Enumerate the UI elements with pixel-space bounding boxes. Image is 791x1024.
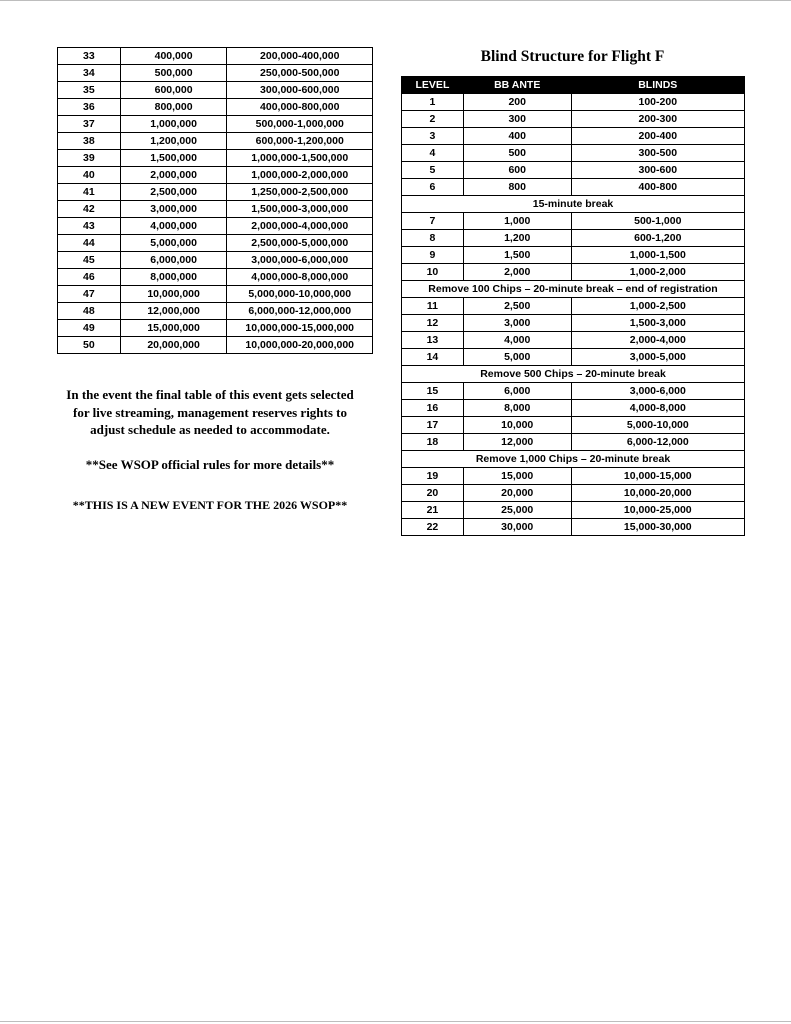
bb-ante-cell: 10,000 [463,417,571,434]
table-row [402,230,745,247]
table-row [58,286,373,303]
level-cell: 40 [58,167,121,184]
bb-ante-cell: 10,000,000 [120,286,227,303]
level-cell: 41 [58,184,121,201]
bb-ante-cell: 500,000 [120,65,227,82]
level-cell: 20 [402,485,464,502]
bb-ante-cell: 25,000 [463,502,571,519]
blinds-cell: 10,000,000-20,000,000 [227,337,373,354]
level-cell: 34 [58,65,121,82]
bb-ante-cell: 5,000,000 [120,235,227,252]
blinds-cell: 1,000-2,000 [571,264,744,281]
bb-ante-cell: 3,000 [463,315,571,332]
bb-ante-cell: 4,000 [463,332,571,349]
level-cell: 38 [58,133,121,150]
level-cell: 8 [402,230,464,247]
table-row [58,337,373,354]
level-cell: 22 [402,519,464,536]
break-row [402,196,745,213]
blinds-cell: 3,000-5,000 [571,349,744,366]
level-cell: 4 [402,145,464,162]
blinds-cell: 3,000-6,000 [571,383,744,400]
blinds-cell: 5,000-10,000 [571,417,744,434]
page-top-edge [0,0,791,1]
level-cell: 11 [402,298,464,315]
bb-ante-cell: 500 [463,145,571,162]
break-row [402,281,745,298]
bb-ante-cell: 2,000,000 [120,167,227,184]
level-cell: 3 [402,128,464,145]
level-cell: 10 [402,264,464,281]
bb-ante-cell: 800,000 [120,99,227,116]
blinds-cell: 1,500,000-3,000,000 [227,201,373,218]
blinds-cell: 200-300 [571,111,744,128]
bb-ante-cell: 300 [463,111,571,128]
level-header: LEVEL [402,77,464,94]
bb-ante-cell: 12,000 [463,434,571,451]
blind-levels-table-continued [57,47,373,354]
blinds-cell: 1,500-3,000 [571,315,744,332]
bb-ante-cell: 12,000,000 [120,303,227,320]
level-cell: 12 [402,315,464,332]
bb-ante-cell: 6,000,000 [120,252,227,269]
table-row [58,218,373,235]
table-row [58,167,373,184]
blinds-cell: 100-200 [571,94,744,111]
bb-ante-cell: 800 [463,179,571,196]
blinds-header: BLINDS [571,77,744,94]
level-cell: 49 [58,320,121,337]
table-row [402,111,745,128]
streaming-note-line-1: In the event the final table of this event gets selected [66,387,354,402]
level-cell: 35 [58,82,121,99]
bb-ante-cell: 30,000 [463,519,571,536]
level-cell: 1 [402,94,464,111]
blinds-cell: 10,000,000-15,000,000 [227,320,373,337]
flight-f-blind-table [401,76,745,536]
table-row [58,133,373,150]
bb-ante-cell: 8,000,000 [120,269,227,286]
table-row [58,116,373,133]
streaming-note-line-3: adjust schedule as needed to accommodate. [90,422,330,437]
level-cell: 14 [402,349,464,366]
level-cell: 16 [402,400,464,417]
break-row [402,366,745,383]
left-table-body [58,48,373,354]
table-row [58,184,373,201]
break-label: 15-minute break [402,196,745,213]
level-cell: 48 [58,303,121,320]
blinds-cell: 250,000-500,000 [227,65,373,82]
blinds-cell: 200,000-400,000 [227,48,373,65]
table-row [402,145,745,162]
table-row [402,298,745,315]
level-cell: 19 [402,468,464,485]
blinds-cell: 10,000-15,000 [571,468,744,485]
table-row [402,417,745,434]
blinds-cell: 200-400 [571,128,744,145]
blinds-cell: 10,000-25,000 [571,502,744,519]
blinds-cell: 300,000-600,000 [227,82,373,99]
new-event-note: **THIS IS A NEW EVENT FOR THE 2026 WSOP** [72,498,348,512]
streaming-note-line-2: for live streaming, management reserves rights to [72,404,348,420]
table-row [58,150,373,167]
table-row [58,252,373,269]
bb-ante-cell: 20,000,000 [120,337,227,354]
level-cell: 18 [402,434,464,451]
flight-f-title: Blind Structure for Flight F [480,48,665,65]
level-cell: 6 [402,179,464,196]
level-cell: 39 [58,150,121,167]
blinds-cell: 1,000-2,500 [571,298,744,315]
break-row [402,451,745,468]
bb-ante-cell: 400 [463,128,571,145]
blinds-cell: 6,000-12,000 [571,434,744,451]
table-row [402,468,745,485]
blinds-cell: 6,000,000-12,000,000 [227,303,373,320]
bb-ante-cell: 200 [463,94,571,111]
table-row [402,315,745,332]
bb-ante-cell: 1,500,000 [120,150,227,167]
blinds-cell: 600-1,200 [571,230,744,247]
bb-ante-cell: 600 [463,162,571,179]
event-notes [40,386,380,515]
break-label: Remove 100 Chips – 20-minute break – end of registration [402,281,745,298]
bb-ante-cell: 1,000 [463,213,571,230]
level-cell: 5 [402,162,464,179]
table-row [402,485,745,502]
table-row [402,213,745,230]
table-row [402,179,745,196]
table-row [402,94,745,111]
bb-ante-header: BB ANTE [463,77,571,94]
bb-ante-cell: 1,200,000 [120,133,227,150]
bb-ante-cell: 2,000 [463,264,571,281]
blinds-cell: 5,000,000-10,000,000 [227,286,373,303]
level-cell: 9 [402,247,464,264]
bb-ante-cell: 4,000,000 [120,218,227,235]
level-cell: 43 [58,218,121,235]
bb-ante-cell: 20,000 [463,485,571,502]
table-row [402,502,745,519]
level-cell: 7 [402,213,464,230]
level-cell: 17 [402,417,464,434]
level-cell: 36 [58,99,121,116]
bb-ante-cell: 2,500 [463,298,571,315]
blinds-cell: 10,000-20,000 [571,485,744,502]
table-row [402,400,745,417]
right-table-body [402,94,745,536]
blinds-cell: 15,000-30,000 [571,519,744,536]
level-cell: 2 [402,111,464,128]
bb-ante-cell: 1,000,000 [120,116,227,133]
bb-ante-cell: 2,500,000 [120,184,227,201]
bb-ante-cell: 400,000 [120,48,227,65]
blinds-cell: 500-1,000 [571,213,744,230]
table-row [58,303,373,320]
table-row [58,48,373,65]
level-cell: 47 [58,286,121,303]
blinds-cell: 2,000-4,000 [571,332,744,349]
table-row [402,434,745,451]
table-row [58,320,373,337]
level-cell: 13 [402,332,464,349]
table-row [402,349,745,366]
bb-ante-cell: 6,000 [463,383,571,400]
table-row [58,65,373,82]
break-label: Remove 1,000 Chips – 20-minute break [402,451,745,468]
blinds-cell: 2,000,000-4,000,000 [227,218,373,235]
blinds-cell: 400-800 [571,179,744,196]
level-cell: 37 [58,116,121,133]
blinds-cell: 1,000-1,500 [571,247,744,264]
table-row [402,264,745,281]
bb-ante-cell: 8,000 [463,400,571,417]
bb-ante-cell: 1,200 [463,230,571,247]
table-row [58,82,373,99]
table-row [58,99,373,116]
blinds-cell: 2,500,000-5,000,000 [227,235,373,252]
table-row [402,162,745,179]
table-row [58,235,373,252]
blinds-cell: 4,000-8,000 [571,400,744,417]
level-cell: 46 [58,269,121,286]
level-cell: 50 [58,337,121,354]
table-row [402,383,745,400]
bb-ante-cell: 5,000 [463,349,571,366]
table-header-row [402,77,745,94]
level-cell: 42 [58,201,121,218]
table-row [58,201,373,218]
level-cell: 45 [58,252,121,269]
level-cell: 21 [402,502,464,519]
bb-ante-cell: 1,500 [463,247,571,264]
level-cell: 33 [58,48,121,65]
rules-note: **See WSOP official rules for more details** [85,456,335,472]
blinds-cell: 300-600 [571,162,744,179]
blinds-cell: 1,000,000-2,000,000 [227,167,373,184]
blinds-cell: 600,000-1,200,000 [227,133,373,150]
bb-ante-cell: 15,000 [463,468,571,485]
blinds-cell: 4,000,000-8,000,000 [227,269,373,286]
blinds-cell: 400,000-800,000 [227,99,373,116]
table-row [58,269,373,286]
bb-ante-cell: 3,000,000 [120,201,227,218]
level-cell: 15 [402,383,464,400]
blinds-cell: 300-500 [571,145,744,162]
blinds-cell: 1,000,000-1,500,000 [227,150,373,167]
blinds-cell: 1,250,000-2,500,000 [227,184,373,201]
page-bottom-edge [0,1021,791,1022]
bb-ante-cell: 15,000,000 [120,320,227,337]
blinds-cell: 3,000,000-6,000,000 [227,252,373,269]
blinds-cell: 500,000-1,000,000 [227,116,373,133]
table-row [402,332,745,349]
table-row [402,128,745,145]
break-label: Remove 500 Chips – 20-minute break [402,366,745,383]
level-cell: 44 [58,235,121,252]
streaming-note [40,386,380,439]
bb-ante-cell: 600,000 [120,82,227,99]
table-row [402,519,745,536]
table-row [402,247,745,264]
